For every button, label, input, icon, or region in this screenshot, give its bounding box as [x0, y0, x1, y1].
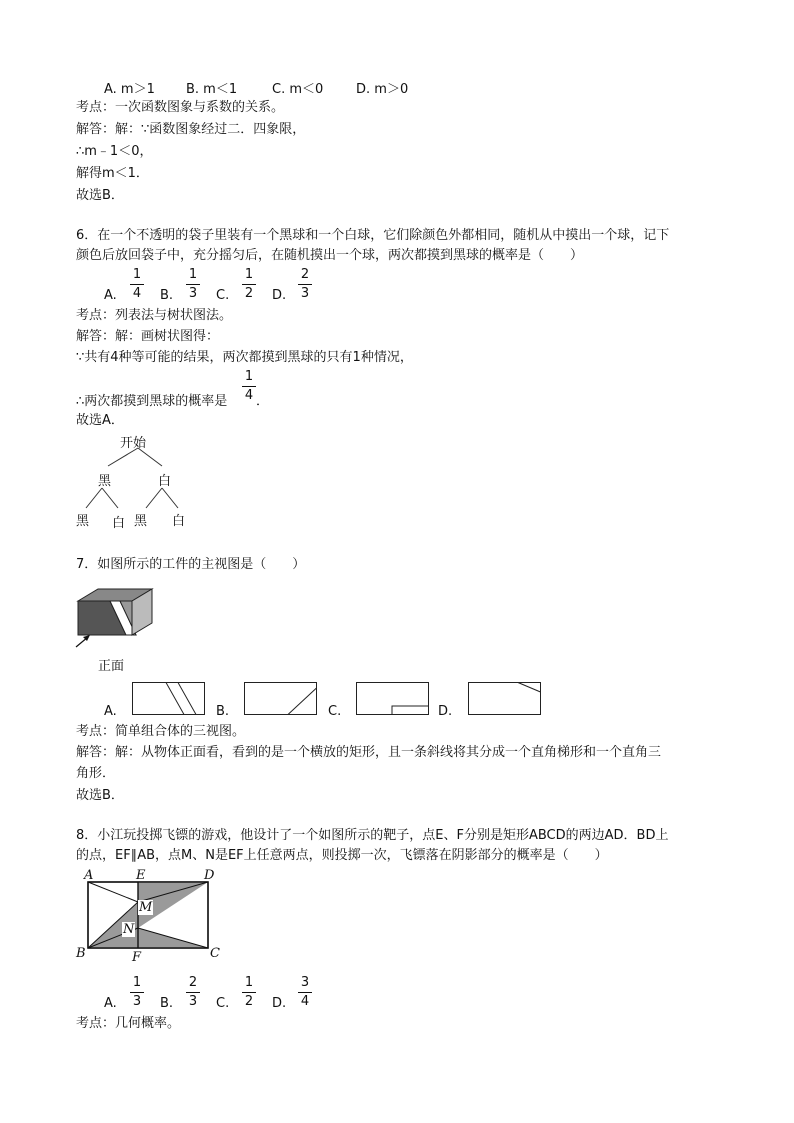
q5-kaodian: 考点：一次函数图象与系数的关系。	[76, 100, 285, 115]
q8-option-c-fraction: 1 2	[242, 976, 256, 1009]
q5-options	[100, 78, 440, 98]
q6-stem-line1: 6．在一个不透明的袋子里装有一个黑球和一个白球，它们除颜色外都相同，随机从中摸出一个球，记下	[76, 228, 670, 243]
q6-option-a-fraction: 1 4	[130, 268, 144, 301]
q7-option-a-figure	[132, 682, 206, 716]
q6-options	[104, 266, 344, 306]
q8-options	[104, 974, 344, 1014]
q6-line4-fraction: 1 4	[242, 370, 256, 403]
q8-option-b-fraction: 2 3	[186, 976, 200, 1009]
q6-option-d-fraction: 2 3	[298, 268, 312, 301]
q5-option-d: D. m＞0	[356, 82, 409, 97]
q8-option-b-letter: B.	[160, 996, 174, 1011]
q8-label-n: N	[123, 922, 135, 937]
q5-option-a: A. m＞1	[104, 82, 155, 97]
q8-option-a-fraction: 1 3	[130, 976, 144, 1009]
q6-line4-prefix: ∴两次都摸到黑球的概率是	[76, 394, 228, 409]
q5-option-b: B. m＜1	[186, 82, 238, 97]
q8-option-d-fraction: 3 4	[298, 976, 312, 1009]
q6-line5: 故选A．	[76, 413, 124, 428]
q6-line4	[76, 370, 376, 410]
q8-dartboard-drawing	[74, 870, 224, 964]
q6-line4-suffix: ．	[256, 394, 270, 409]
q8-label-a: A	[84, 868, 94, 883]
q7-option-d-letter: D.	[438, 704, 453, 719]
q8-option-c-letter: C.	[216, 996, 230, 1011]
q6-line3: ∵共有4种等可能的结果，两次都摸到黑球的只有1种情况，	[76, 350, 413, 365]
q7-line5: 故选B．	[76, 788, 124, 803]
q6-tree-root: 开始	[120, 436, 147, 451]
q8-stem-line2: 的点，EF∥AB，点M、N是EF上任意两点，则投掷一次，飞镖落在阴影部分的概率是（ ）	[76, 848, 608, 863]
q8-label-b: B	[76, 946, 86, 961]
q8-label-e: E	[136, 868, 146, 883]
q6-option-c-fraction: 1 2	[242, 268, 256, 301]
q6-kaodian: 考点：列表法与树状图法。	[76, 308, 233, 323]
q6-option-b-fraction: 1 3	[186, 268, 200, 301]
q8-label-d: D	[204, 868, 215, 883]
q7-workpiece-drawing	[72, 585, 162, 655]
q7-front-label: 正面	[98, 659, 125, 674]
q7-option-d-figure	[468, 682, 542, 716]
q7-options	[104, 682, 554, 722]
q7-jieda-line1: 解答：解：从物体正面看，看到的是一个横放的矩形，且一条斜线将其分成一个直角梯形和一个直角三	[76, 745, 662, 760]
q5-option-c: C. m＜0	[272, 82, 324, 97]
q8-stem-line1: 8．小江玩投掷飞镖的游戏，他设计了一个如图所示的靶子，点E、F分别是矩形ABCD的两边AD．BD上	[76, 828, 669, 843]
q8-dartboard-figure	[74, 870, 224, 964]
q8-label-c: C	[210, 946, 220, 961]
q6-option-a-letter: A.	[104, 288, 117, 303]
q5-jieda: 解答：解：∵函数图象经过二．四象限，	[76, 122, 306, 137]
q8-kaodian: 考点：几何概率。	[76, 1016, 181, 1031]
q6-option-d-letter: D.	[272, 288, 287, 303]
q6-tree-level2-4: 白	[172, 514, 186, 529]
q6-tree-level2-2: 白	[112, 516, 126, 531]
q6-tree-level2-1: 黑	[76, 514, 90, 529]
q6-tree-level1-white: 白	[158, 474, 172, 489]
q7-kaodian: 考点：简单组合体的三视图。	[76, 724, 246, 739]
q6-tree-level2-3: 黑	[134, 514, 148, 529]
q8-option-d-letter: D.	[272, 996, 287, 1011]
q7-option-b-figure	[244, 682, 318, 716]
q5-line5: 故选B．	[76, 188, 124, 203]
q7-stem: 7．如图所示的工件的主视图是（ ）	[76, 557, 306, 572]
q5-line4: 解得m＜1．	[76, 166, 149, 181]
q7-option-b-letter: B.	[216, 704, 230, 719]
q8-option-a-letter: A.	[104, 996, 117, 1011]
q8-label-m: M	[139, 900, 153, 915]
q6-option-c-letter: C.	[216, 288, 230, 303]
q5-line3: ∴m﹣1＜0，	[76, 144, 153, 159]
q7-option-a-letter: A.	[104, 704, 117, 719]
q6-stem-line2: 颜色后放回袋子中，充分摇匀后，在随机摸出一个球，两次都摸到黑球的概率是（ ）	[76, 248, 584, 263]
q6-jieda: 解答：解：画树状图得：	[76, 329, 220, 344]
q6-tree-level1-black: 黑	[98, 474, 112, 489]
q6-option-b-letter: B.	[160, 288, 174, 303]
q7-workpiece-figure	[72, 585, 162, 675]
q8-label-f: F	[132, 950, 142, 965]
q6-tree-diagram	[72, 432, 202, 530]
q7-option-c-figure	[356, 682, 430, 716]
q7-option-c-letter: C.	[328, 704, 342, 719]
q7-jieda-line2: 角形．	[76, 766, 116, 781]
